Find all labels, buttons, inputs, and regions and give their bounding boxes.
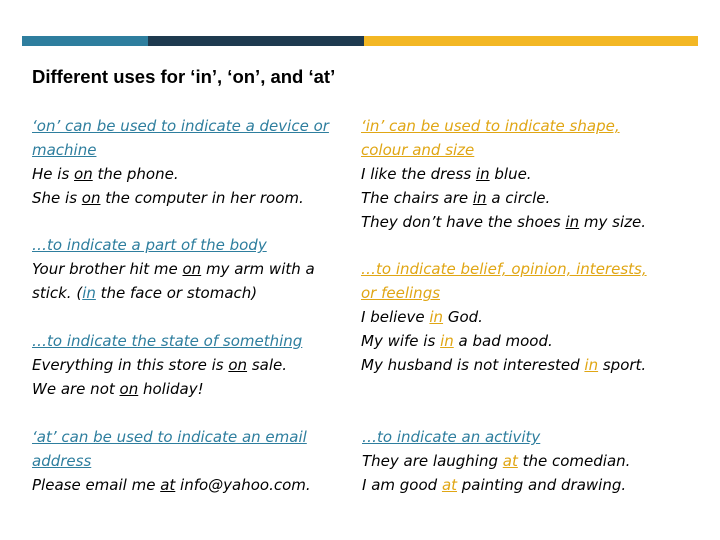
keyword: in xyxy=(475,165,490,183)
keyword: on xyxy=(119,380,139,398)
example-sentence: My wife is in a bad mood. xyxy=(361,332,553,350)
page-title: Different uses for ‘in’, ‘on’, and ‘at’ xyxy=(32,66,336,87)
example-sentence: They are laughing at the comedian. xyxy=(362,452,631,470)
section-heading: …to indicate a part of the body xyxy=(32,236,267,254)
example-sentence: They don’t have the shoes in my size. xyxy=(361,213,647,231)
keyword: on xyxy=(182,260,202,278)
section-heading: colour and size xyxy=(361,141,475,159)
section-heading: or feelings xyxy=(361,284,441,302)
section-heading: …to indicate the state of something xyxy=(32,332,303,350)
example-sentence: I like the dress in blue. xyxy=(361,165,532,183)
keyword: on xyxy=(74,165,93,183)
section-at-activity xyxy=(362,425,630,497)
accent-bar-gold xyxy=(364,36,698,46)
section-heading: address xyxy=(32,452,92,470)
section-on-state xyxy=(32,329,302,401)
section-on-body xyxy=(32,233,315,305)
example-sentence: She is on the computer in her room. xyxy=(32,189,304,207)
section-heading: …to indicate an activity xyxy=(362,428,541,446)
example-sentence: My husband is not interested in sport. xyxy=(361,356,647,374)
example-sentence: He is on the phone. xyxy=(32,165,179,183)
section-heading: …to indicate belief, opinion, interests, xyxy=(361,260,647,278)
section-heading: ‘in’ can be used to indicate shape, xyxy=(361,117,620,135)
example-sentence: Please email me at info@yahoo.com. xyxy=(32,476,311,494)
keyword: in xyxy=(472,189,487,207)
example-sentence: I am good at painting and drawing. xyxy=(362,476,627,494)
section-heading: ‘at’ can be used to indicate an email xyxy=(32,428,307,446)
keyword: at xyxy=(160,476,176,494)
section-heading: machine xyxy=(32,141,97,159)
keyword: in xyxy=(565,213,580,231)
example-sentence: Your brother hit me on my arm with a xyxy=(32,260,315,278)
section-heading: ‘on’ can be used to indicate a device or xyxy=(32,117,329,135)
example-sentence: stick. (in the face or stomach) xyxy=(32,284,258,302)
section-in-belief xyxy=(361,257,647,377)
section-on-device xyxy=(32,114,329,210)
example-sentence: We are not on holiday! xyxy=(32,380,204,398)
keyword: in xyxy=(440,332,454,350)
accent-bar-teal xyxy=(22,36,148,46)
keyword: in xyxy=(584,356,599,374)
keyword: at xyxy=(441,476,458,494)
example-sentence: Everything in this store is on sale. xyxy=(32,356,287,374)
accent-bar-navy xyxy=(148,36,364,46)
keyword: on xyxy=(228,356,248,374)
example-sentence: The chairs are in a circle. xyxy=(361,189,551,207)
keyword: in xyxy=(82,284,96,302)
keyword: at xyxy=(502,452,518,470)
keyword: on xyxy=(81,189,101,207)
keyword: in xyxy=(429,308,444,326)
section-at-email xyxy=(32,425,311,497)
section-in-shape xyxy=(361,114,646,234)
example-sentence: I believe in God. xyxy=(361,308,483,326)
